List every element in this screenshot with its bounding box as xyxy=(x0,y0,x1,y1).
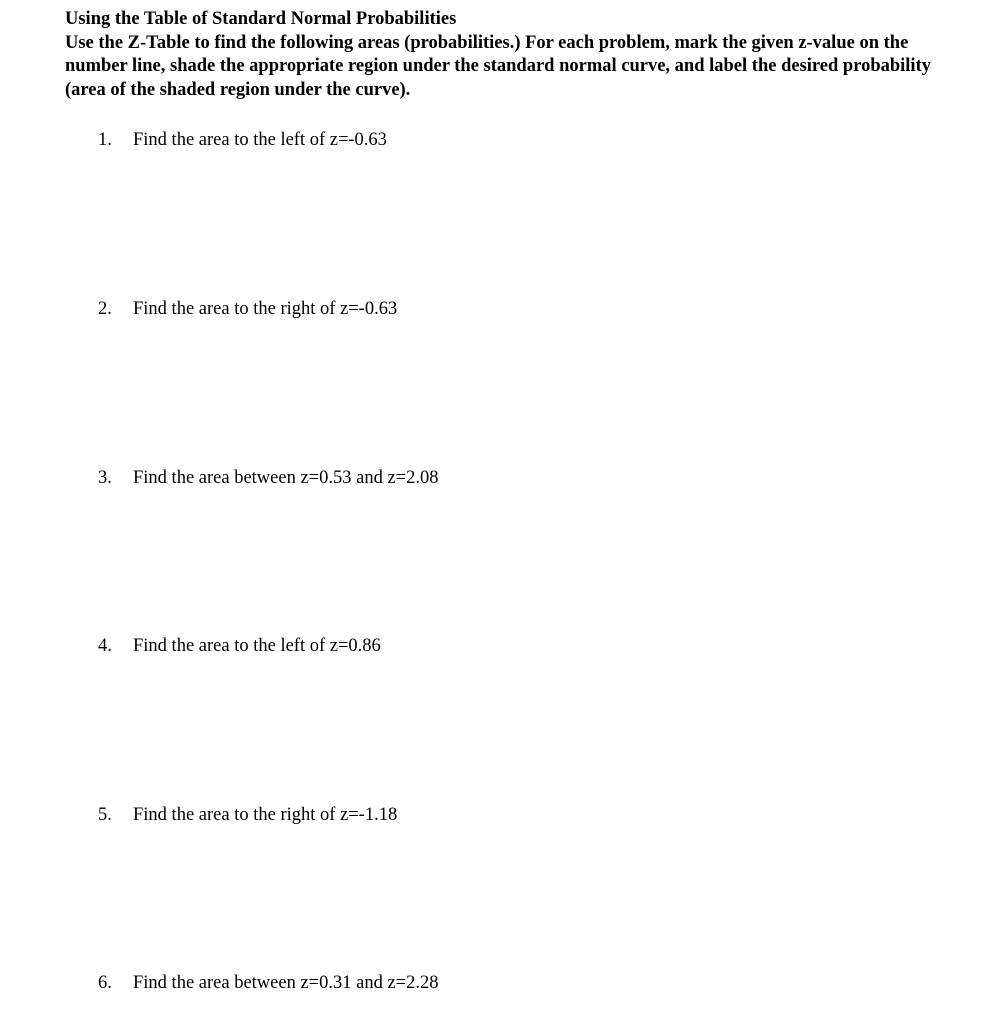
problem-3 xyxy=(98,466,438,490)
problem-text: Find the area between z=0.31 and z=2.28 xyxy=(133,973,439,993)
worksheet-header xyxy=(65,8,965,102)
problem-number: 2. xyxy=(98,299,112,319)
problem-6 xyxy=(98,971,438,995)
problem-text: Find the area between z=0.53 and z=2.08 xyxy=(133,468,439,488)
problem-5 xyxy=(98,803,397,827)
problem-number: 6. xyxy=(98,973,112,993)
problem-number: 5. xyxy=(98,805,112,825)
worksheet-instructions: Use the Z-Table to find the following areas (probabilities.) For each problem, mark the given z-value on the number line, shade the appropriate region under the standard normal curve, and label the desired probability (area of the shaded region under the curve). xyxy=(65,32,931,100)
problem-number: 4. xyxy=(98,636,112,656)
problem-text: Find the area to the left of z=0.86 xyxy=(133,636,381,656)
problem-4 xyxy=(98,634,381,658)
problem-text: Find the area to the right of z=-0.63 xyxy=(133,299,398,319)
problem-text: Find the area to the right of z=-1.18 xyxy=(133,805,398,825)
problem-text: Find the area to the left of z=-0.63 xyxy=(133,130,387,150)
problem-number: 1. xyxy=(98,130,112,150)
problem-number: 3. xyxy=(98,468,112,488)
worksheet-title: Using the Table of Standard Normal Probabilities xyxy=(65,9,457,29)
problem-1 xyxy=(98,128,387,152)
problem-2 xyxy=(98,297,397,321)
